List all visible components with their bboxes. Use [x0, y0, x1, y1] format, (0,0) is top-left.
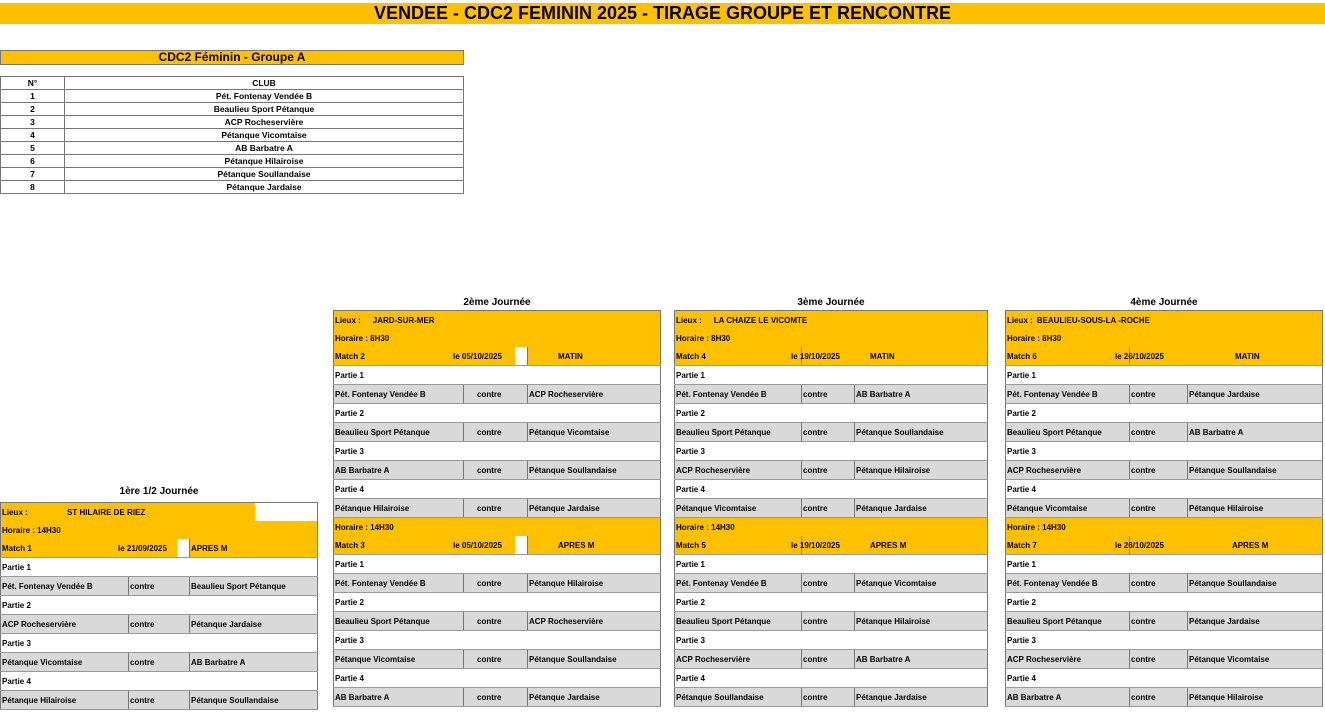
club-row [1, 103, 464, 116]
versus-label: contre [802, 385, 855, 404]
partie-row [675, 669, 988, 688]
partie-row [675, 480, 988, 499]
journee-1-schedule [0, 502, 318, 710]
match-date: le 19/10/2025 [791, 540, 840, 550]
venue-label: Lieux : [1007, 315, 1033, 325]
time-label: Horaire : 14H30 [334, 518, 661, 537]
time-row [675, 329, 988, 347]
venue-row [675, 311, 988, 330]
home-team: Pétanque Soullandaise [675, 688, 802, 707]
versus-label: contre [802, 650, 855, 669]
partie-row [1006, 480, 1323, 499]
partie-row [1006, 442, 1323, 461]
partie-row [334, 669, 661, 688]
match-date: le 05/10/2025 [452, 347, 516, 366]
match-line [334, 499, 661, 518]
partie-label: Partie 1 [1006, 366, 1323, 385]
venue-cell [1006, 311, 1323, 330]
partie-row [1, 672, 318, 691]
journee-4-schedule [1005, 310, 1323, 707]
group-title: CDC2 Féminin - Groupe A [0, 50, 464, 65]
partie-label: Partie 3 [334, 631, 661, 650]
versus-label: contre [802, 461, 855, 480]
partie-label: Partie 1 [675, 555, 988, 574]
home-team: Beaulieu Sport Pétanque [334, 612, 464, 631]
time-row [1, 521, 318, 539]
away-team: Pétanque Jardaise [1188, 385, 1323, 404]
partie-label: Partie 3 [334, 442, 661, 461]
venue-row [1006, 311, 1323, 330]
partie-row [675, 442, 988, 461]
away-team: Pétanque Jardaise [190, 615, 318, 634]
home-team: AB Barbatre A [334, 461, 464, 480]
time-row [334, 518, 661, 537]
partie-label: Partie 3 [1, 634, 318, 653]
away-team: Pétanque Soullandaise [855, 423, 988, 442]
club-number: 6 [1, 155, 65, 168]
match-line [334, 385, 661, 404]
versus-label: contre [802, 423, 855, 442]
match-line [1, 691, 318, 710]
match-info [791, 536, 988, 555]
match-period: APRES M [869, 540, 907, 550]
partie-row [1006, 404, 1323, 423]
match-line [334, 612, 661, 631]
partie-label: Partie 2 [1006, 593, 1323, 612]
match-row [1, 539, 318, 558]
match-row [1006, 347, 1323, 366]
venue-value: JARD-SUR-MER [372, 315, 435, 325]
journee-3-title: 3ème Journée [797, 297, 865, 308]
match-label: Match 5 [675, 536, 802, 555]
match-line [334, 461, 661, 480]
versus-label: contre [464, 385, 528, 404]
club-name: AB Barbatre A [65, 142, 464, 155]
match-row [675, 536, 988, 555]
partie-label: Partie 4 [675, 480, 988, 499]
home-team: Beaulieu Sport Pétanque [334, 423, 464, 442]
club-name: Pét. Fontenay Vendée B [65, 90, 464, 103]
versus-label: contre [129, 653, 190, 672]
match-date: le 26/10/2025 [1115, 351, 1164, 361]
versus-label: contre [1130, 688, 1188, 707]
versus-label: contre [1130, 461, 1188, 480]
versus-label: contre [802, 574, 855, 593]
match-line [675, 650, 988, 669]
home-team: Pétanque Vicomtaise [675, 499, 802, 518]
home-team: Pét. Fontenay Vendée B [1, 577, 129, 596]
match-period: APRES M [190, 539, 318, 558]
time-row [1006, 329, 1323, 347]
match-label: Match 3 [334, 536, 464, 555]
page-title: VENDEE - CDC2 FEMININ 2025 - TIRAGE GROUPE ET RENCONTRE [0, 3, 1325, 24]
partie-label: Partie 4 [1006, 480, 1323, 499]
away-team: Pétanque Soullandaise [1188, 574, 1323, 593]
partie-row [675, 555, 988, 574]
away-team: AB Barbatre A [855, 650, 988, 669]
club-name: Beaulieu Sport Pétanque [65, 103, 464, 116]
home-team: Pét. Fontenay Vendée B [675, 574, 802, 593]
venue-label: Lieux : [1, 503, 129, 522]
partie-label: Partie 2 [675, 593, 988, 612]
versus-label: contre [129, 691, 190, 710]
home-team: Pétanque Vicomtaise [1006, 499, 1130, 518]
match-line [1006, 385, 1323, 404]
match-line [334, 650, 661, 669]
club-number: 5 [1, 142, 65, 155]
partie-label: Partie 1 [1006, 555, 1323, 574]
partie-label: Partie 4 [1, 672, 318, 691]
versus-label: contre [464, 461, 528, 480]
partie-label: Partie 3 [675, 442, 988, 461]
header-number: N° [1, 77, 65, 90]
match-label: Match 4 [675, 347, 802, 366]
home-team: Beaulieu Sport Pétanque [1006, 423, 1130, 442]
versus-label: contre [464, 650, 528, 669]
club-name: ACP Rocheservière [65, 116, 464, 129]
match-row [1006, 536, 1323, 555]
match-row [334, 536, 661, 555]
home-team: Pétanque Hilairoise [334, 499, 464, 518]
match-line [675, 461, 988, 480]
match-info [791, 347, 988, 366]
versus-label: contre [1130, 650, 1188, 669]
match-row [334, 347, 661, 366]
time-row [334, 329, 661, 347]
home-team: Pétanque Vicomtaise [1, 653, 129, 672]
partie-row [334, 366, 661, 385]
partie-label: Partie 2 [334, 404, 661, 423]
home-team: ACP Rocheservière [1006, 650, 1130, 669]
away-team: Pétanque Soullandaise [190, 691, 318, 710]
time-row [1006, 518, 1323, 537]
venue-label: Lieux : [335, 315, 361, 325]
club-row [1, 155, 464, 168]
club-row [1, 142, 464, 155]
match-line [675, 612, 988, 631]
partie-label: Partie 3 [1006, 442, 1323, 461]
match-line [1, 615, 318, 634]
home-team: ACP Rocheservière [675, 650, 802, 669]
away-team: ACP Rocheservière [528, 385, 661, 404]
club-name: Pétanque Soullandaise [65, 168, 464, 181]
partie-row [1, 634, 318, 653]
match-label: Match 2 [334, 347, 464, 366]
away-team: AB Barbatre A [855, 385, 988, 404]
match-line [1006, 650, 1323, 669]
partie-row [334, 555, 661, 574]
club-name: Pétanque Jardaise [65, 181, 464, 194]
match-line [1006, 461, 1323, 480]
away-team: ACP Rocheservière [528, 612, 661, 631]
match-label: Match 7 [1006, 536, 1130, 555]
match-line [1, 653, 318, 672]
match-date: le 26/10/2025 [1115, 540, 1164, 550]
home-team: Pétanque Hilairoise [1, 691, 129, 710]
club-row [1, 181, 464, 194]
club-number: 4 [1, 129, 65, 142]
home-team: Pét. Fontenay Vendée B [334, 574, 464, 593]
versus-label: contre [1130, 385, 1188, 404]
home-team: ACP Rocheservière [1, 615, 129, 634]
club-row [1, 116, 464, 129]
partie-row [675, 404, 988, 423]
home-team: Beaulieu Sport Pétanque [675, 612, 802, 631]
home-team: Pétanque Vicomtaise [334, 650, 464, 669]
away-team: Pétanque Vicomtaise [528, 423, 661, 442]
partie-label: Partie 1 [334, 555, 661, 574]
venue-cell [334, 311, 661, 330]
club-name: Pétanque Vicomtaise [65, 129, 464, 142]
match-label: Match 6 [1006, 347, 1130, 366]
match-info [1115, 536, 1323, 555]
venue-row [1, 503, 318, 522]
home-team: Beaulieu Sport Pétanque [675, 423, 802, 442]
match-date: le 05/10/2025 [452, 536, 516, 555]
journee-2-schedule [333, 310, 661, 707]
home-team: AB Barbatre A [1006, 688, 1130, 707]
venue-cell [675, 311, 988, 330]
match-line [1006, 423, 1323, 442]
away-team: Pétanque Soullandaise [1188, 461, 1323, 480]
partie-row [334, 404, 661, 423]
partie-row [1006, 366, 1323, 385]
away-team: Pétanque Hilairoise [528, 574, 661, 593]
partie-row [334, 442, 661, 461]
home-team: ACP Rocheservière [675, 461, 802, 480]
match-info [1115, 347, 1323, 366]
away-team: Pétanque Hilairoise [855, 612, 988, 631]
away-team: Beaulieu Sport Pétanque [190, 577, 318, 596]
away-team: Pétanque Vicomtaise [1188, 650, 1323, 669]
away-team: Pétanque Jardaise [528, 499, 661, 518]
home-team: ACP Rocheservière [1006, 461, 1130, 480]
match-date: le 19/10/2025 [791, 351, 840, 361]
partie-row [1006, 669, 1323, 688]
club-number: 8 [1, 181, 65, 194]
match-period: MATIN [1234, 351, 1260, 361]
partie-label: Partie 4 [675, 669, 988, 688]
match-line [675, 574, 988, 593]
match-line [675, 499, 988, 518]
versus-label: contre [802, 688, 855, 707]
away-team: Pétanque Jardaise [855, 499, 988, 518]
versus-label: contre [464, 688, 528, 707]
club-table-header [1, 77, 464, 90]
match-line [675, 423, 988, 442]
match-line [1006, 574, 1323, 593]
away-team: Pétanque Jardaise [1188, 612, 1323, 631]
partie-row [334, 631, 661, 650]
club-row [1, 168, 464, 181]
match-line [675, 688, 988, 707]
time-row [675, 518, 988, 537]
venue-row [334, 311, 661, 330]
partie-label: Partie 2 [675, 404, 988, 423]
time-label: Horaire : 8H30 [334, 329, 661, 347]
partie-label: Partie 1 [675, 366, 988, 385]
time-label: Horaire : 8H30 [1006, 329, 1323, 347]
partie-label: Partie 2 [334, 593, 661, 612]
partie-label: Partie 2 [1006, 404, 1323, 423]
match-period: MATIN [528, 347, 661, 366]
club-row [1, 90, 464, 103]
venue-value: LA CHAIZE LE VICOMTE [713, 315, 808, 325]
partie-row [675, 366, 988, 385]
home-team: AB Barbatre A [334, 688, 464, 707]
match-row [675, 347, 988, 366]
versus-label: contre [464, 423, 528, 442]
partie-row [1, 558, 318, 577]
versus-label: contre [129, 615, 190, 634]
partie-label: Partie 1 [1, 558, 318, 577]
match-date: le 21/09/2025 [117, 539, 178, 558]
venue-value: ST HILAIRE DE RIEZ [67, 503, 256, 522]
time-label: Horaire : 14H30 [675, 518, 988, 537]
versus-label: contre [1130, 574, 1188, 593]
partie-label: Partie 4 [334, 480, 661, 499]
versus-label: contre [802, 499, 855, 518]
match-line [1006, 688, 1323, 707]
club-number: 2 [1, 103, 65, 116]
home-team: Beaulieu Sport Pétanque [1006, 612, 1130, 631]
journee-1-title: 1ère 1/2 Journée [119, 486, 199, 497]
away-team: Pétanque Hilairoise [1188, 688, 1323, 707]
away-team: AB Barbatre A [1188, 423, 1323, 442]
match-period: APRES M [528, 536, 661, 555]
partie-label: Partie 4 [1006, 669, 1323, 688]
partie-row [675, 631, 988, 650]
home-team: Pét. Fontenay Vendée B [334, 385, 464, 404]
partie-row [675, 593, 988, 612]
versus-label: contre [1130, 499, 1188, 518]
venue-label: Lieux : [676, 315, 702, 325]
journee-2-title: 2ème Journée [463, 297, 531, 308]
match-line [1006, 612, 1323, 631]
club-name: Pétanque Hilairoise [65, 155, 464, 168]
match-line [334, 688, 661, 707]
match-line [334, 574, 661, 593]
club-number: 3 [1, 116, 65, 129]
time-label: Horaire : 14H30 [1, 521, 318, 539]
away-team: AB Barbatre A [190, 653, 318, 672]
away-team: Pétanque Jardaise [855, 688, 988, 707]
away-team: Pétanque Soullandaise [528, 650, 661, 669]
away-team: Pétanque Jardaise [528, 688, 661, 707]
away-team: Pétanque Soullandaise [528, 461, 661, 480]
partie-row [1006, 631, 1323, 650]
match-line [675, 385, 988, 404]
versus-label: contre [1130, 612, 1188, 631]
header-club: CLUB [65, 77, 464, 90]
club-number: 7 [1, 168, 65, 181]
time-label: Horaire : 14H30 [1006, 518, 1323, 537]
club-table [0, 76, 464, 194]
versus-label: contre [464, 612, 528, 631]
versus-label: contre [129, 577, 190, 596]
journee-3-schedule [674, 310, 988, 707]
partie-label: Partie 3 [1006, 631, 1323, 650]
partie-label: Partie 4 [334, 669, 661, 688]
home-team: Pét. Fontenay Vendée B [1006, 574, 1130, 593]
partie-label: Partie 2 [1, 596, 318, 615]
venue-value: BEAULIEU-SOUS-LA -ROCHE [1036, 315, 1150, 325]
versus-label: contre [464, 574, 528, 593]
partie-row [1006, 555, 1323, 574]
match-line [1, 577, 318, 596]
partie-row [334, 593, 661, 612]
match-label: Match 1 [1, 539, 129, 558]
home-team: Pét. Fontenay Vendée B [675, 385, 802, 404]
partie-row [1, 596, 318, 615]
journee-4-title: 4ème Journée [1130, 297, 1198, 308]
away-team: Pétanque Vicomtaise [855, 574, 988, 593]
match-period: MATIN [869, 351, 895, 361]
versus-label: contre [464, 499, 528, 518]
home-team: Pét. Fontenay Vendée B [1006, 385, 1130, 404]
versus-label: contre [802, 612, 855, 631]
away-team: Pétanque Hilairoise [1188, 499, 1323, 518]
match-period: APRES M [1231, 540, 1269, 550]
partie-row [1006, 593, 1323, 612]
club-number: 1 [1, 90, 65, 103]
away-team: Pétanque Hilairoise [855, 461, 988, 480]
match-line [334, 423, 661, 442]
partie-label: Partie 1 [334, 366, 661, 385]
partie-row [334, 480, 661, 499]
club-row [1, 129, 464, 142]
match-line [1006, 499, 1323, 518]
time-label: Horaire : 8H30 [675, 329, 988, 347]
partie-label: Partie 3 [675, 631, 988, 650]
versus-label: contre [1130, 423, 1188, 442]
